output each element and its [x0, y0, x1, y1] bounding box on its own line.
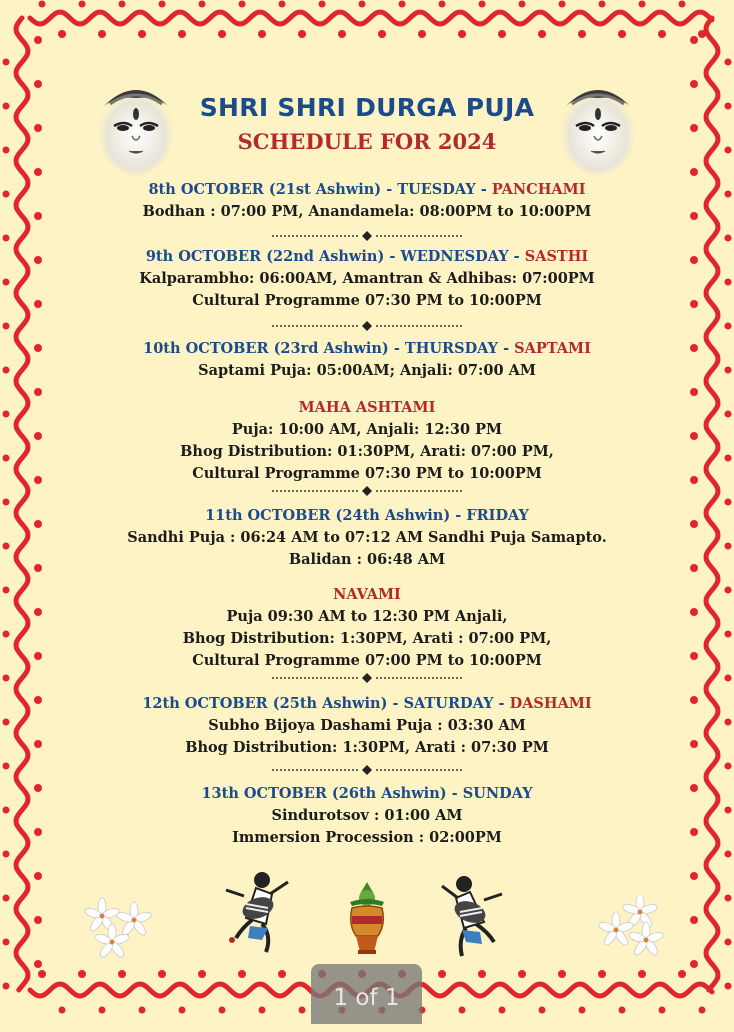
shiuli-flower-icon-right — [596, 896, 668, 960]
schedule-section — [0, 584, 734, 672]
border-dot — [359, 1, 366, 8]
schedule-section — [0, 246, 734, 312]
border-dot — [498, 30, 506, 38]
border-dot — [3, 323, 10, 330]
border-dot — [58, 30, 66, 38]
schedule-line: Subho Bijoya Dashami Puja : 03:30 AM — [208, 717, 526, 734]
border-dot — [238, 970, 246, 978]
border-dot — [599, 1, 606, 8]
border-dot — [699, 1007, 706, 1014]
schedule-line: Bodhan : 07:00 PM, Anandamela: 08:00PM to 10:00PM — [142, 203, 592, 220]
section-divider — [272, 765, 462, 775]
border-dot — [34, 872, 42, 880]
date-label: 8th OCTOBER (21st Ashwin) — [148, 181, 382, 198]
border-dot — [3, 895, 10, 902]
date-label: 10th OCTOBER (23rd Ashwin) — [143, 340, 389, 357]
border-dot — [725, 59, 732, 66]
border-dot — [3, 939, 10, 946]
border-dot — [34, 80, 42, 88]
tithi-label: SAPTAMI — [514, 340, 591, 357]
separator: - — [387, 695, 404, 712]
border-dot — [278, 970, 286, 978]
schedule-section — [0, 338, 734, 382]
border-dot — [59, 1007, 66, 1014]
border-dot — [34, 916, 42, 924]
section-heading — [0, 179, 734, 201]
tithi-label: SASTHI — [524, 248, 589, 265]
day-label: THURSDAY — [404, 340, 499, 357]
schedule-line: Puja 09:30 AM to 12:30 PM Anjali, — [226, 608, 508, 625]
border-dot — [725, 675, 732, 682]
schedule-section — [0, 397, 734, 485]
schedule-line: Saptami Puja: 05:00AM; Anjali: 07:00 AM — [198, 362, 536, 379]
border-wave — [30, 12, 712, 24]
section-divider — [272, 673, 462, 683]
border-dot — [690, 916, 698, 924]
tithi-label: DASHAMI — [509, 695, 592, 712]
separator: - — [475, 181, 492, 198]
border-dot — [399, 1, 406, 8]
border-dot — [78, 970, 86, 978]
border-dot — [34, 36, 42, 44]
schedule-line: Bhog Distribution: 1:30PM, Arati : 07:30 PM — [185, 739, 549, 756]
border-dot — [3, 235, 10, 242]
border-dot — [725, 763, 732, 770]
border-dot — [698, 30, 706, 38]
page-title: SHRI SHRI DURGA PUJA — [199, 93, 535, 122]
separator: - — [498, 340, 515, 357]
border-dot — [538, 30, 546, 38]
page-subtitle: SCHEDULE FOR 2024 — [237, 129, 497, 154]
border-dot — [39, 1, 46, 8]
section-heading — [0, 693, 734, 715]
schedule-section — [0, 693, 734, 759]
border-dot — [619, 1007, 626, 1014]
border-dot — [118, 970, 126, 978]
schedule-line: Puja: 10:00 AM, Anjali: 12:30 PM — [231, 421, 503, 438]
date-label: 13th OCTOBER (26th Ashwin) — [201, 785, 447, 802]
border-dot — [579, 1007, 586, 1014]
border-dot — [725, 851, 732, 858]
separator: - — [384, 248, 401, 265]
section-divider — [272, 486, 462, 496]
border-dot — [558, 970, 566, 978]
separator: - — [450, 507, 467, 524]
schedule-line: Cultural Programme 07:30 PM to 10:00PM — [192, 465, 542, 482]
mangal-ghat-icon — [342, 878, 392, 958]
border-dot — [3, 851, 10, 858]
border-dot — [690, 872, 698, 880]
border-dot — [639, 1, 646, 8]
dhaki-drummer-icon-right — [436, 872, 508, 962]
border-dot — [725, 235, 732, 242]
section-heading — [0, 338, 734, 360]
day-label: TUESDAY — [397, 181, 476, 198]
section-heading — [0, 783, 734, 805]
border-dot — [3, 763, 10, 770]
border-dot — [479, 1, 486, 8]
border-dot — [638, 970, 646, 978]
border-dot — [725, 323, 732, 330]
border-dot — [98, 30, 106, 38]
border-dot — [218, 30, 226, 38]
border-dot — [258, 30, 266, 38]
border-dot — [690, 168, 698, 176]
date-label: 12th OCTOBER (25th Ashwin) — [142, 695, 388, 712]
border-dot — [338, 30, 346, 38]
schedule-line: Balidan : 06:48 AM — [288, 551, 446, 568]
border-dot — [690, 960, 698, 968]
date-label: 11th OCTOBER (24th Ashwin) — [205, 507, 451, 524]
border-dot — [678, 970, 686, 978]
border-dot — [598, 970, 606, 978]
separator: - — [508, 248, 525, 265]
border-dot — [259, 1007, 266, 1014]
border-dot — [725, 895, 732, 902]
border-dot — [198, 970, 206, 978]
schedule-line: Sandhi Puja : 06:24 AM to 07:12 AM Sandhi Puja Samapto. — [127, 529, 607, 546]
day-label: SUNDAY — [462, 785, 533, 802]
border-dot — [3, 675, 10, 682]
schedule-section — [0, 179, 734, 223]
border-dot — [79, 1, 86, 8]
border-dot — [279, 1, 286, 8]
border-dot — [179, 1007, 186, 1014]
section-divider — [272, 231, 462, 241]
border-dot — [158, 970, 166, 978]
border-dot — [138, 30, 146, 38]
schedule-section — [0, 783, 734, 849]
schedule-line: Bhog Distribution: 01:30PM, Arati: 07:00 PM, — [180, 443, 554, 460]
border-dot — [618, 30, 626, 38]
day-label: WEDNESDAY — [400, 248, 509, 265]
separator: - — [493, 695, 510, 712]
date-label: 9th OCTOBER (22nd Ashwin) — [145, 248, 385, 265]
schedule-line: Bhog Distribution: 1:30PM, Arati : 07:00 PM, — [182, 630, 552, 647]
border-dot — [378, 30, 386, 38]
separator: - — [446, 785, 463, 802]
border-dot — [679, 1, 686, 8]
section-subhead: NAVAMI — [333, 586, 401, 603]
border-dot — [319, 1, 326, 8]
border-dot — [539, 1007, 546, 1014]
border-dot — [725, 939, 732, 946]
section-heading — [0, 505, 734, 527]
border-dot — [725, 983, 732, 990]
border-dot — [559, 1, 566, 8]
border-dot — [3, 983, 10, 990]
separator: - — [388, 340, 405, 357]
border-dot — [3, 59, 10, 66]
border-dot — [578, 30, 586, 38]
border-dot — [139, 1007, 146, 1014]
schedule-line: Immersion Procession : 02:00PM — [232, 829, 502, 846]
day-label: SATURDAY — [403, 695, 494, 712]
border-dot — [690, 36, 698, 44]
border-dot — [439, 1, 446, 8]
dhaki-drummer-icon-left — [222, 868, 294, 958]
border-dot — [119, 1, 126, 8]
schedule-section — [0, 505, 734, 571]
border-dot — [478, 970, 486, 978]
border-dot — [499, 1007, 506, 1014]
border-dot — [519, 1, 526, 8]
border-dot — [418, 30, 426, 38]
border-dot — [219, 1007, 226, 1014]
border-dot — [438, 970, 446, 978]
durga-face-icon-left — [96, 76, 176, 176]
durga-face-icon-right — [558, 76, 638, 176]
border-dot — [298, 30, 306, 38]
tithi-label: PANCHAMI — [491, 181, 586, 198]
section-heading — [0, 246, 734, 268]
schedule-line: Cultural Programme 07:30 PM to 10:00PM — [192, 292, 542, 309]
border-dot — [658, 30, 666, 38]
border-dot — [690, 388, 698, 396]
schedule-line: Kalparambho: 06:00AM, Amantran & Adhibas: 07:00PM — [139, 270, 595, 287]
schedule-line: Sindurotsov : 01:00 AM — [271, 807, 463, 824]
border-dot — [34, 960, 42, 968]
border-dot — [99, 1007, 106, 1014]
shiuli-flower-icon-left — [84, 896, 156, 960]
border-dot — [459, 1007, 466, 1014]
border-dot — [659, 1007, 666, 1014]
border-dot — [199, 1, 206, 8]
border-dot — [458, 30, 466, 38]
border-dot — [239, 1, 246, 8]
border-dot — [34, 168, 42, 176]
border-dot — [38, 970, 46, 978]
border-dot — [178, 30, 186, 38]
section-subhead: MAHA ASHTAMI — [298, 399, 436, 416]
border-dot — [34, 388, 42, 396]
border-dot — [690, 80, 698, 88]
separator: - — [381, 181, 398, 198]
day-label: FRIDAY — [466, 507, 529, 524]
page-indicator: 1 of 1 — [311, 964, 422, 1024]
border-dot — [159, 1, 166, 8]
section-divider — [272, 321, 462, 331]
border-dot — [518, 970, 526, 978]
border-dot — [299, 1007, 306, 1014]
schedule-line: Cultural Programme 07:00 PM to 10:00PM — [192, 652, 542, 669]
